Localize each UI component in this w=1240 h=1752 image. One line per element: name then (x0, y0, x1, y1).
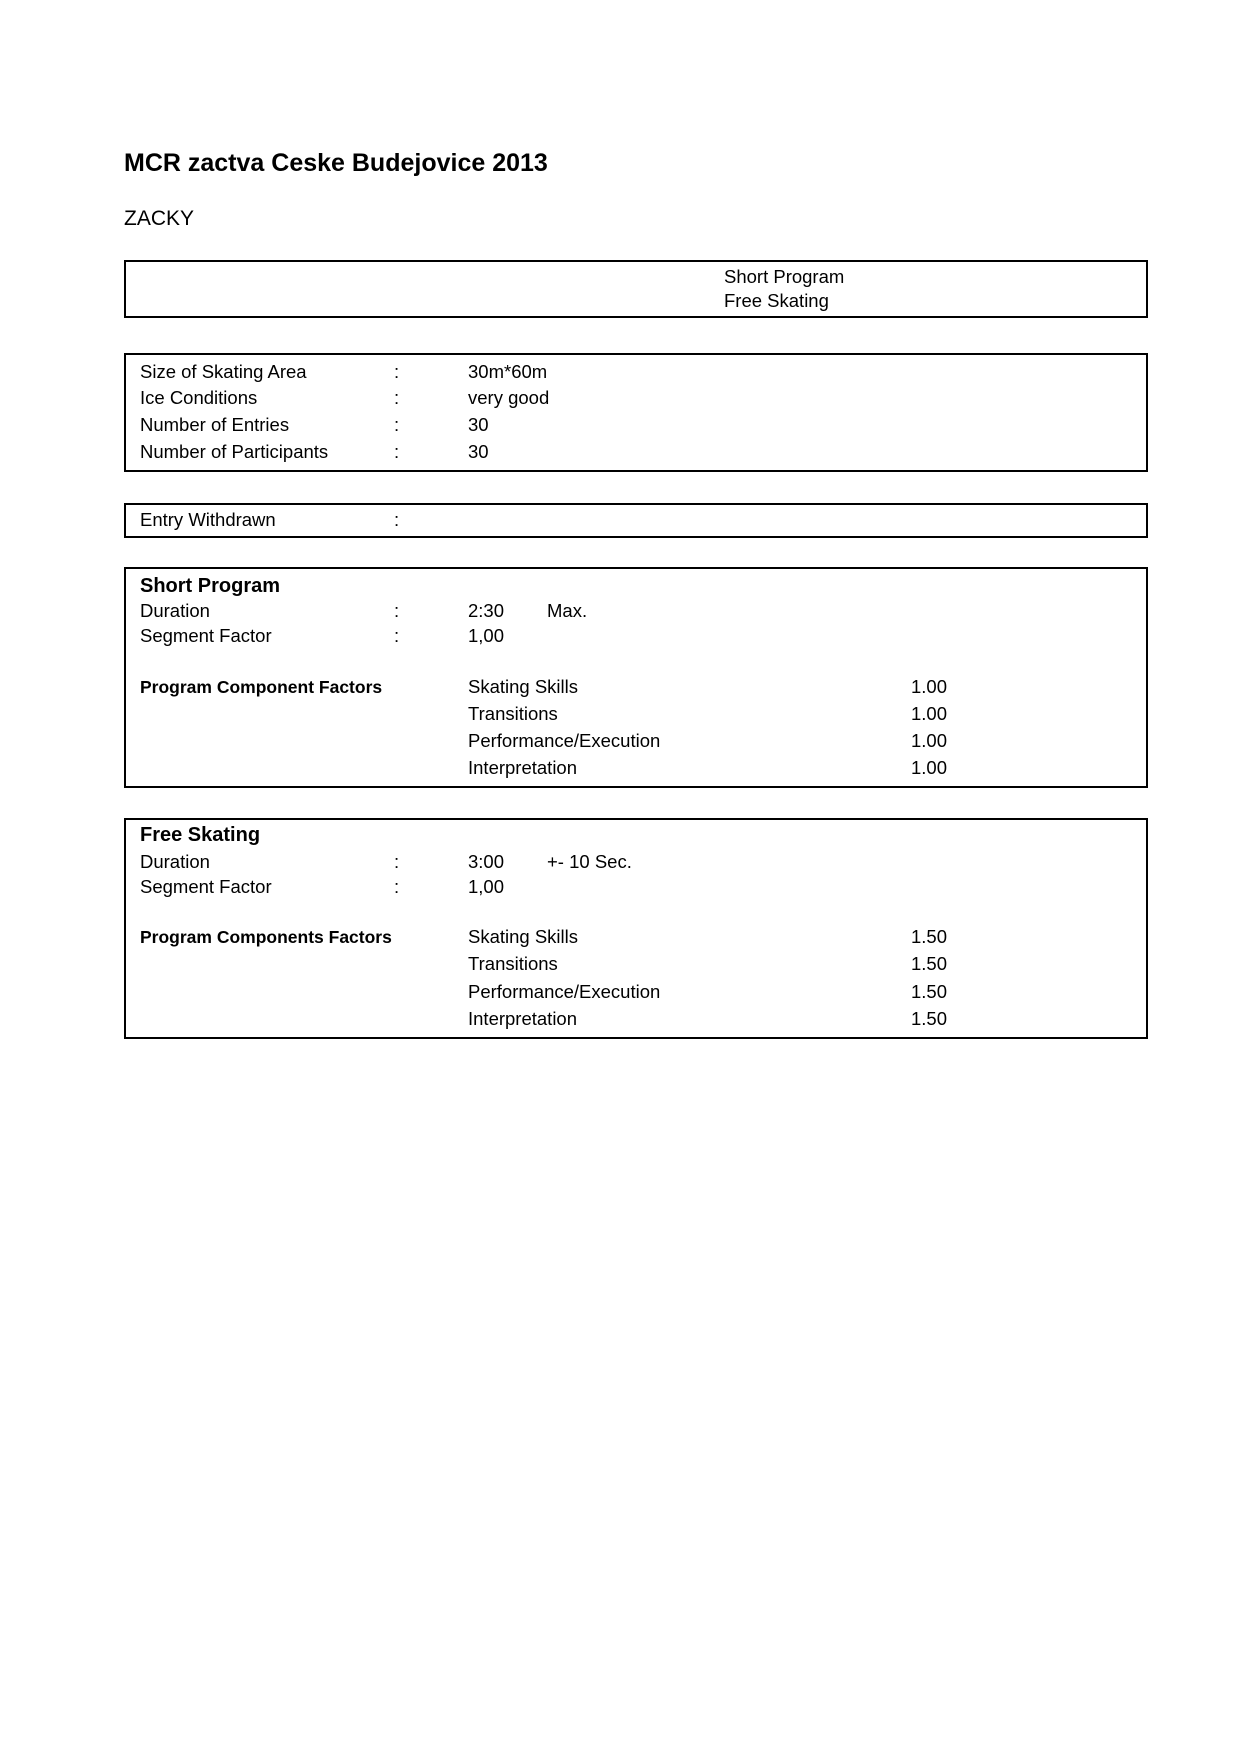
component-name: Transitions (468, 703, 558, 724)
info-label: Ice Conditions (140, 387, 258, 408)
info-separator: : (394, 441, 400, 462)
info-label: Number of Participants (140, 441, 329, 462)
info-label: Number of Entries (140, 414, 290, 435)
segment-factor-separator: : (394, 876, 400, 897)
component-factor: 1.50 (911, 981, 948, 1002)
duration-value: 3:00 (468, 851, 505, 872)
component-name: Transitions (468, 953, 558, 974)
segment-name: Free Skating (724, 290, 829, 311)
info-separator: : (394, 361, 400, 382)
info-value: 30 (468, 414, 489, 435)
withdrawn-separator: : (394, 509, 400, 530)
entry-withdrawn-box (124, 503, 1148, 538)
pcf-label: Program Component Factors (140, 677, 383, 697)
component-name: Skating Skills (468, 676, 579, 697)
category-heading: ZACKY (124, 207, 195, 230)
component-name: Performance/Execution (468, 730, 661, 751)
component-factor: 1.00 (911, 730, 948, 751)
component-name: Interpretation (468, 757, 578, 778)
duration-separator: : (394, 851, 400, 872)
info-value: very good (468, 387, 550, 408)
segment-factor-value: 1,00 (468, 625, 505, 646)
duration-note: +- 10 Sec. (547, 851, 632, 872)
component-name: Interpretation (468, 1008, 578, 1029)
component-name: Performance/Execution (468, 981, 661, 1002)
info-value: 30 (468, 441, 489, 462)
segments-box (124, 260, 1148, 318)
segment-name: Short Program (724, 266, 845, 287)
duration-value: 2:30 (468, 600, 505, 621)
component-factor: 1.50 (911, 926, 948, 947)
component-factor: 1.50 (911, 1008, 948, 1029)
segment-factor-label: Segment Factor (140, 876, 272, 897)
pcf-label: Program Components Factors (140, 927, 392, 947)
duration-label: Duration (140, 851, 210, 872)
page-title: MCR zactva Ceske Budejovice 2013 (124, 149, 548, 177)
segment-factor-value: 1,00 (468, 876, 505, 897)
segment-factor-label: Segment Factor (140, 625, 272, 646)
withdrawn-label: Entry Withdrawn (140, 509, 276, 530)
component-factor: 1.00 (911, 676, 948, 697)
free-skating-box (124, 818, 1148, 1039)
duration-label: Duration (140, 600, 210, 621)
component-factor: 1.00 (911, 757, 948, 778)
section-heading: Free Skating (140, 824, 261, 846)
short-program-box (124, 567, 1148, 788)
info-separator: : (394, 414, 400, 435)
duration-separator: : (394, 600, 400, 621)
component-factor: 1.00 (911, 703, 948, 724)
info-separator: : (394, 387, 400, 408)
info-value: 30m*60m (468, 361, 548, 382)
info-label: Size of Skating Area (140, 361, 307, 382)
competition-info-box (124, 353, 1148, 472)
component-factor: 1.50 (911, 953, 948, 974)
duration-note: Max. (547, 600, 588, 621)
component-name: Skating Skills (468, 926, 579, 947)
section-heading: Short Program (140, 575, 281, 597)
segment-factor-separator: : (394, 625, 400, 646)
